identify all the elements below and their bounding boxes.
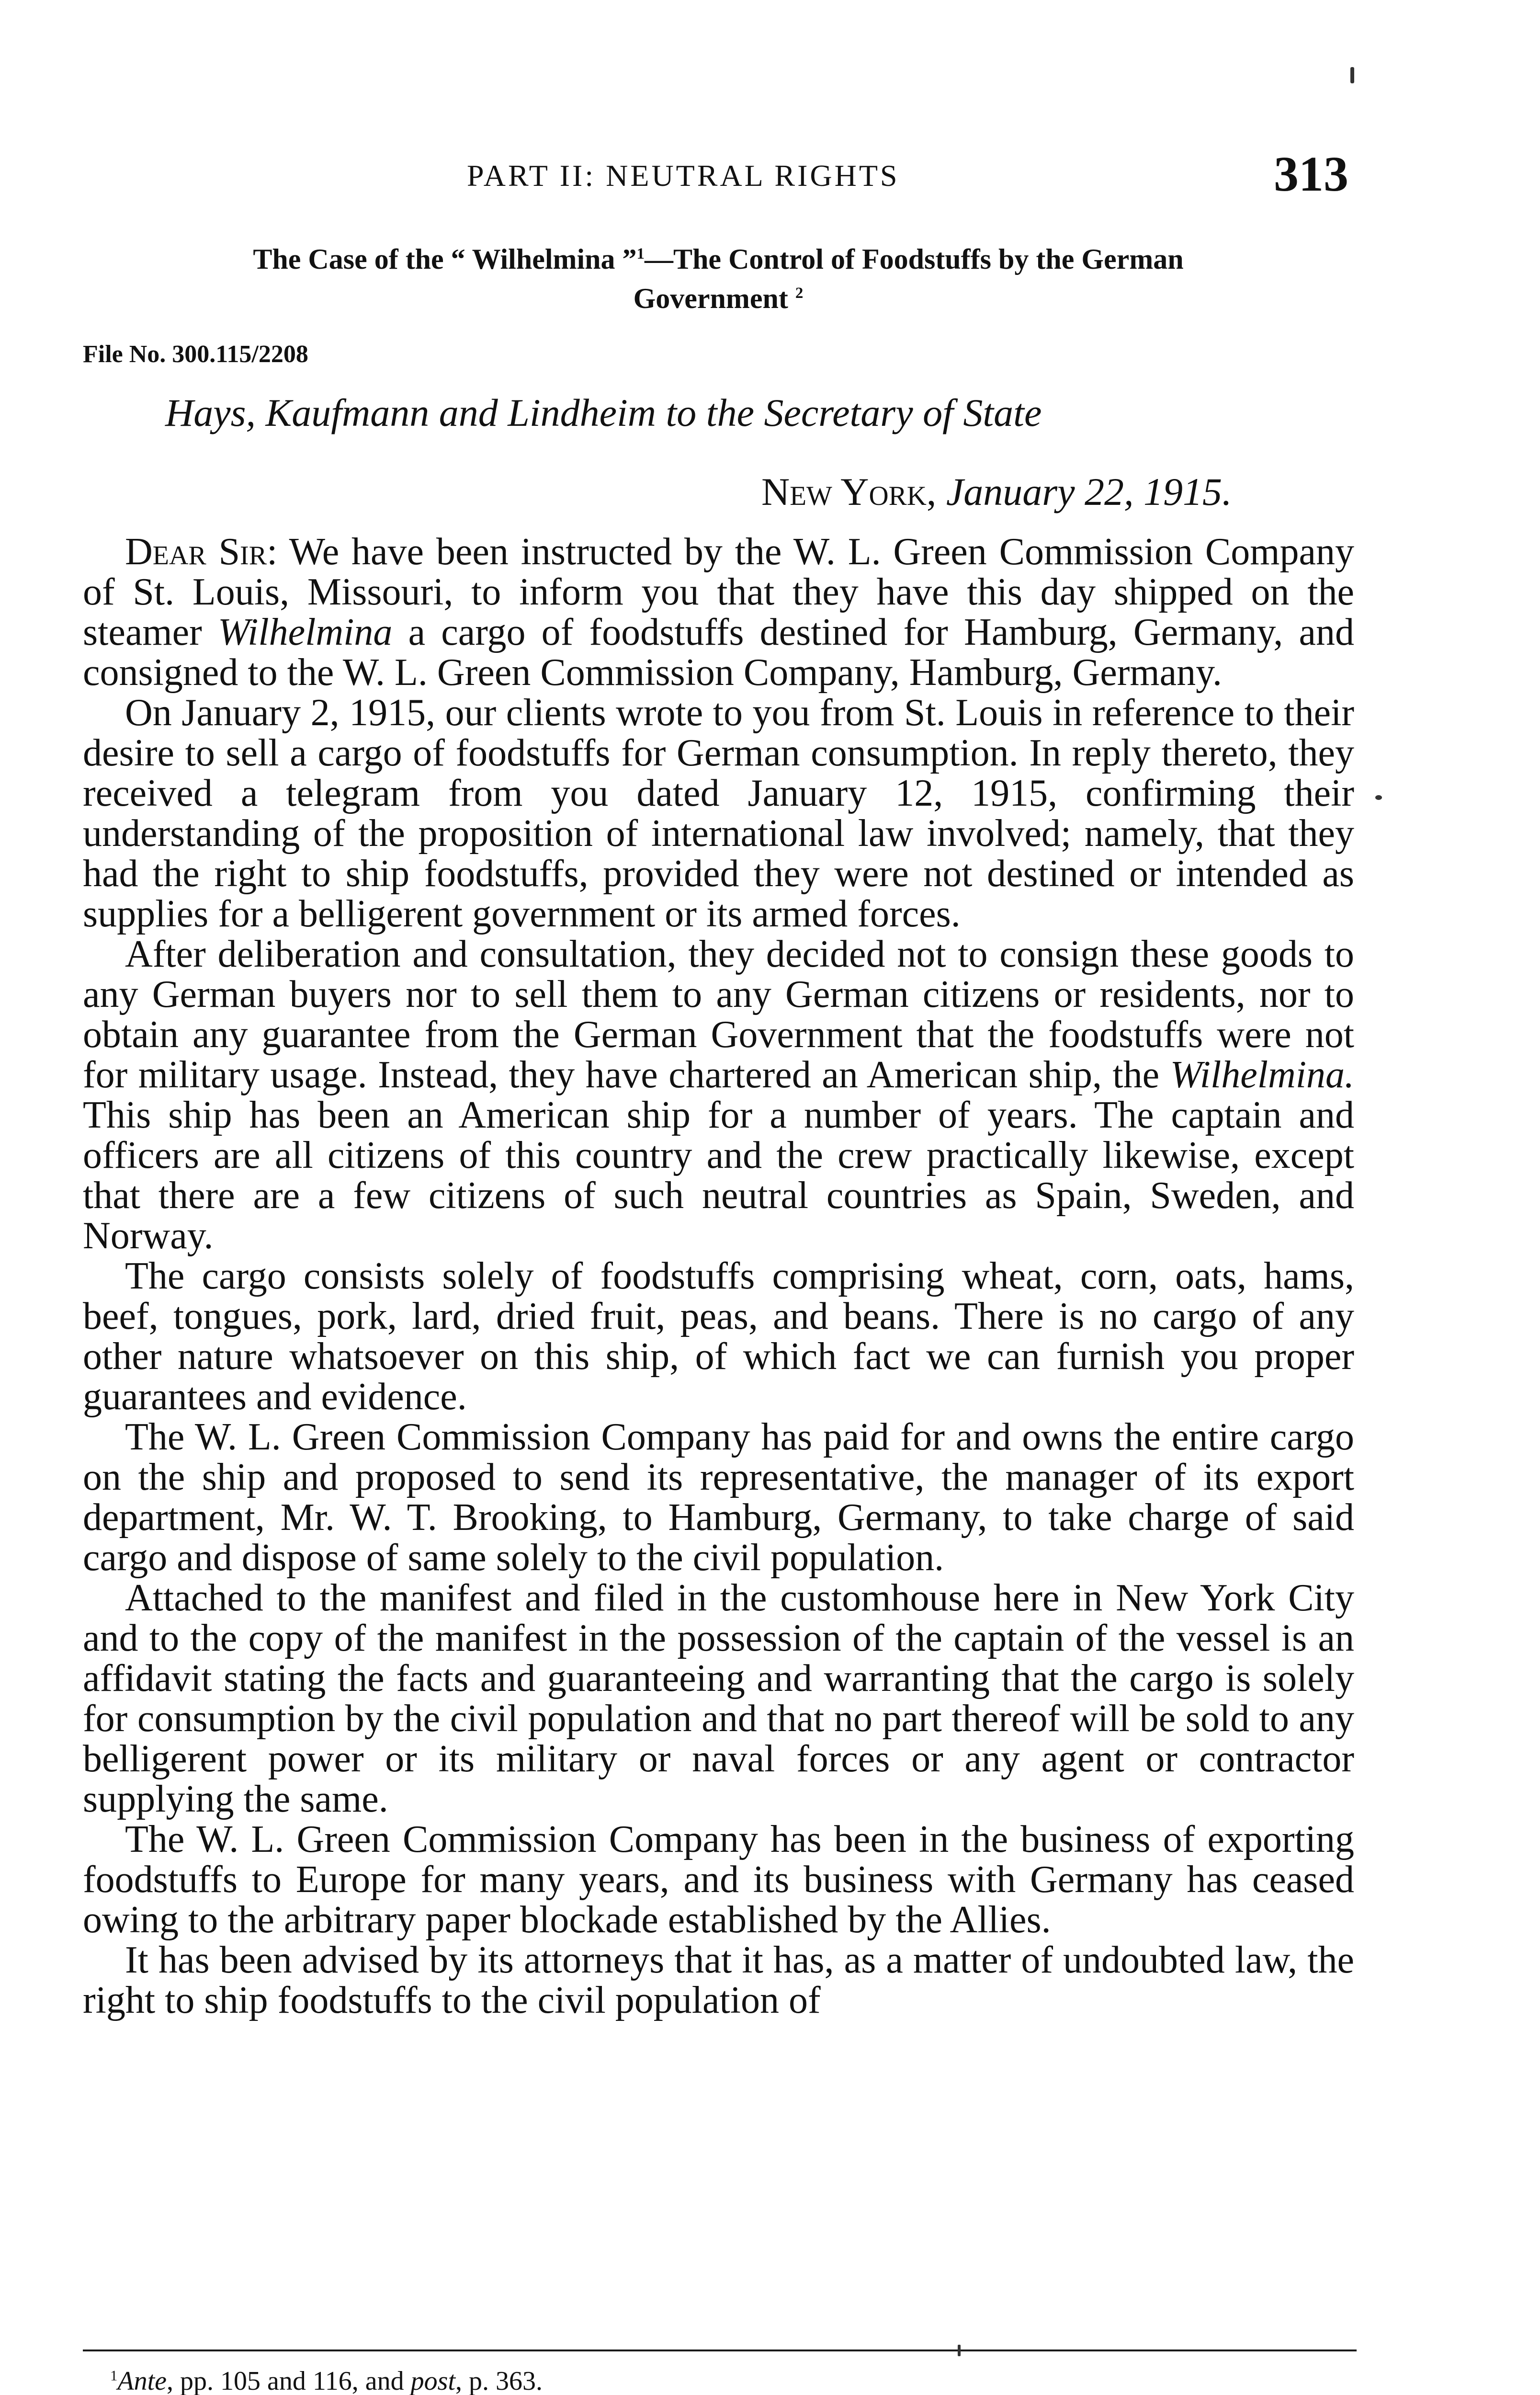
footnote-ref-1: 1	[636, 245, 645, 262]
heading-title-part-a: The Case of the “ Wilhelmina ”	[253, 243, 637, 275]
paragraph-4: The cargo consists solely of foodstuffs comprising wheat, corn, oats, hams, beef, tongues, pork, lard, dried fruit, peas, and beans. There is no cargo of any other nature whatsoever on this ship, of which fact we can furnish you proper guarantees and evidence.	[83, 1255, 1354, 1418]
footnote-ref-2: 2	[795, 285, 804, 302]
paragraph-3	[83, 934, 1354, 1256]
footnotes	[110, 2364, 543, 2395]
scan-speck	[1350, 67, 1354, 83]
paragraph-6: Attached to the manifest and filed in the customhouse here in New York City and to the copy of the manifest in the possession of the captain of the vessel is an affidavit stating the facts and guaranteeing and warranting that the cargo is solely for consumption by the civil population and that no part thereof will be sold to any belligerent power or its military or naval forces or any agent or contractor supplying the same.	[83, 1577, 1354, 1820]
section-heading	[77, 240, 1360, 318]
page-number: 313	[1274, 147, 1348, 202]
paragraph-5: The W. L. Green Commission Company has paid for and owns the entire cargo on the ship and proposed to send its representative, the manager of its export department, Mr. W. T. Brooking, to Hamburg, Germany, to take charge of said cargo and dispose of same solely to the civil population.	[83, 1416, 1354, 1579]
file-number: File No. 300.115/2208	[83, 341, 308, 368]
footnote-1-ante: Ante	[117, 2366, 167, 2395]
footnote-divider	[83, 2349, 1357, 2351]
paragraph-8: It has been advised by its attorneys that it has, as a matter of undoubted law, the right to ship foodstuffs to the civil population of	[83, 1939, 1354, 2021]
footnote-1-post: post	[410, 2366, 456, 2395]
dateline-date: January 22, 1915.	[946, 470, 1232, 513]
paragraph-3-text-a: After deliberation and consultation, they decided not to consign these goods to any German buyers nor to sell them to any German citizens or residents, nor to obtain any guarantee from the German Government that the foodstuffs were not for military usage. Instead, they have chartered an American ship, the	[83, 933, 1354, 1096]
letter-title: Hays, Kaufmann and Lindheim to the Secretary of State	[165, 391, 1042, 434]
paragraph-2: On January 2, 1915, our clients wrote to you from St. Louis in reference to their desire to sell a cargo of foodstuffs for German consumption. In reply thereto, they received a telegram from you dated January 12, 1915, confirming their understanding of the proposition of international law involved; namely, that they had the right to ship foodstuffs, provided they were not destined or intended as supplies for a belligerent government or its armed forces.	[83, 692, 1354, 935]
running-header	[0, 147, 1540, 202]
footnote-1-marker: 1	[110, 2367, 118, 2384]
dateline	[761, 469, 1232, 514]
paragraph-3-text-b: This ship has been an American ship for a number of years. The captain and officers are all citizens of this country and the crew practically likewise, except that there are a few citizens of such neutral countries as Spain, Sweden, and Norway.	[83, 1094, 1354, 1257]
paragraph-1-text-a: : We have been instructed by the W. L. Green Commission Company of St. Louis, Missouri, to inform you that they have this day shipped on the steamer	[83, 531, 1355, 653]
heading-title-part-b: —The Control of Foodstuffs by the German	[645, 243, 1184, 275]
footnote-1-page: , p. 363.	[455, 2366, 543, 2395]
footnote-1-text: , pp. 105 and 116, and	[167, 2366, 411, 2395]
heading-title-part-c: Government	[633, 283, 788, 314]
ship-name: Wilhelmina	[217, 611, 393, 653]
paragraph-7: The W. L. Green Commission Company has been in the business of exporting foodstuffs to Europe for many years, and its business with Germany has ceased owing to the arbitrary paper blockade established by the Allies.	[83, 1818, 1354, 1941]
scan-speck	[958, 2345, 961, 2356]
dateline-place: New York,	[761, 470, 937, 513]
letter-body	[83, 532, 1354, 2020]
paragraph-1	[83, 532, 1354, 693]
ship-name: Wilhelmina.	[1170, 1054, 1354, 1096]
scan-speck	[1375, 795, 1382, 800]
salutation: Dear Sir	[125, 531, 267, 573]
footnote-1	[110, 2364, 543, 2395]
paragraph-1-text-b: a cargo of foodstuffs destined for Hamburg, Germany, and consigned to the W. L. Green Commission Company, Hamburg, Germany.	[83, 611, 1355, 694]
running-head: PART II: NEUTRAL RIGHTS	[467, 159, 900, 193]
